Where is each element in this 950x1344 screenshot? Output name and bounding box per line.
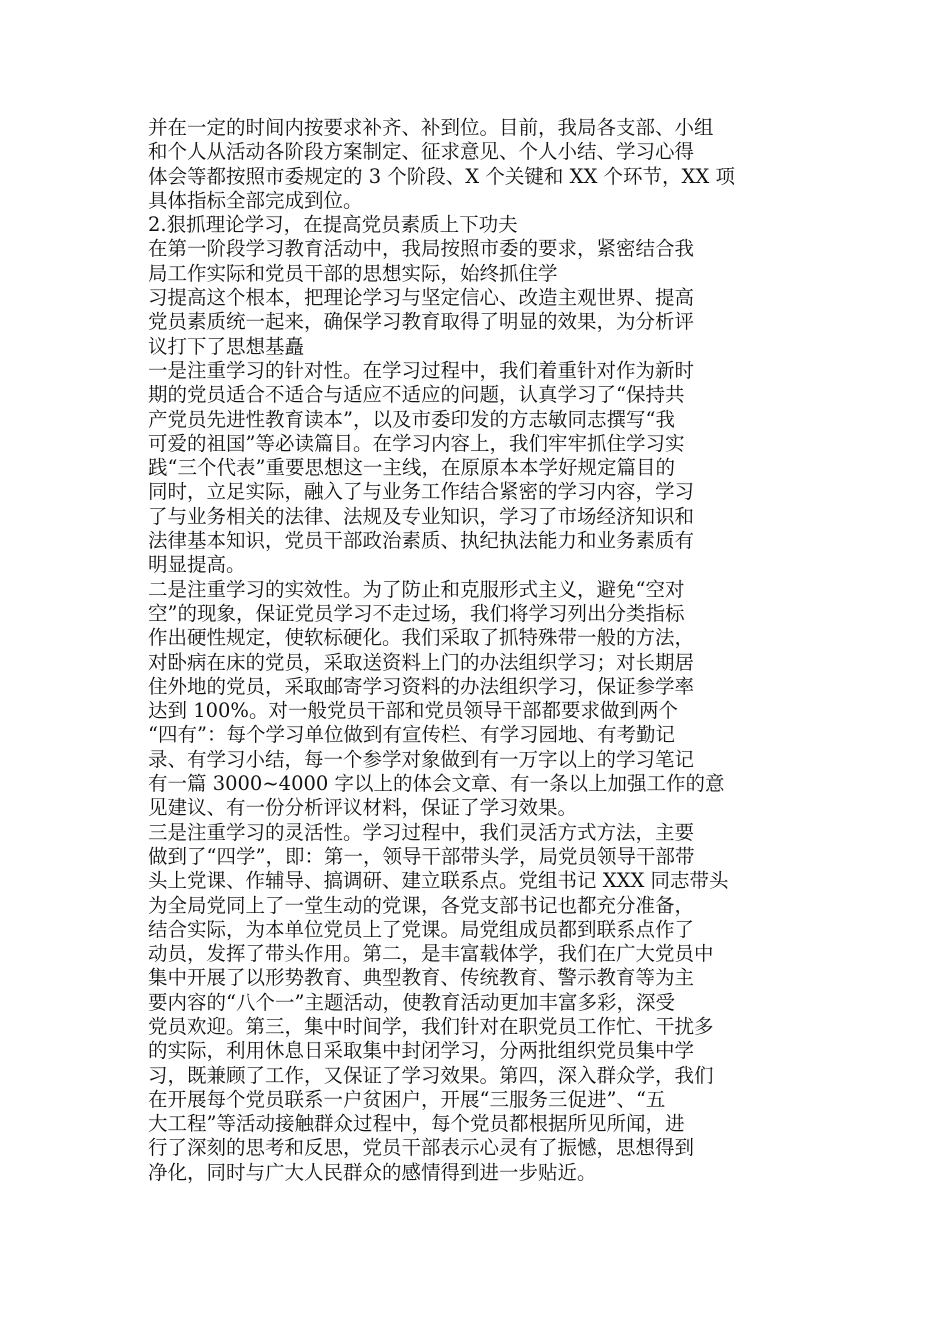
text-line: 可爱的祖国”等必读篇目。在学习内容上，我们牢牢抓住学习实: [148, 431, 685, 455]
text-line: 了与业务相关的法律、法规及专业知识，学习了市场经济知识和: [148, 504, 695, 528]
text-line: 法律基本知识，党员干部政治素质、执纪执法能力和业务素质有: [148, 529, 695, 553]
text-line: 习提高这个根本，把理论学习与坚定信心、改造主观世界、提高: [148, 286, 695, 310]
text-line: 体会等都按照市委规定的 3 个阶段、X 个关键和 XX 个环节，XX 项: [148, 164, 736, 188]
text-line: 达到 100%。对一般党员干部和党员领导干部都要求做到两个: [148, 699, 678, 723]
text-line: 期的党员适合不适合与适应不适应的问题，认真学习了“保持共: [148, 383, 685, 407]
text-line: 对卧病在床的党员，采取送资料上门的办法组织学习；对长期居: [148, 650, 695, 674]
text-line: 作出硬性规定，使软标硬化。我们采取了抓特殊带一般的方法，: [148, 626, 695, 650]
text-line: 习，既兼顾了工作，又保证了学习效果。第四，深入群众学，我们: [148, 1063, 714, 1087]
document-body: [148, 116, 810, 1185]
text-line: 见建议、有一份分析评议材料，保证了学习效果。: [148, 796, 578, 820]
text-line: 践“三个代表”重要思想这一主线，在原原本本学好规定篇目的: [148, 456, 675, 480]
text-line: 三是注重学习的灵活性。学习过程中，我们灵活方式方法，主要: [148, 820, 695, 844]
text-line: 具体指标全部完成到位。: [148, 188, 363, 212]
text-line: 集中开展了以形势教育、典型教育、传统教育、警示教育等为主: [148, 966, 695, 990]
text-line: 2.狠抓理论学习，在提高党员素质上下功夫: [148, 213, 518, 237]
text-line: 和个人从活动各阶段方案制定、征求意见、个人小结、学习心得: [148, 140, 695, 164]
text-line: 在开展每个党员联系一户贫困户，开展“三服务三促进”、“五: [148, 1087, 666, 1111]
text-line: 产党员先进性教育读本”，以及市委印发的方志敏同志撰写“我: [148, 407, 675, 431]
text-line: 大工程”等活动接触群众过程中，每个党员都根据所见所闻，进: [148, 1112, 685, 1136]
text-line: 议打下了思想基矗: [148, 334, 305, 358]
text-line: 并在一定的时间内按要求补齐、补到位。目前，我局各支部、小组: [148, 116, 714, 139]
text-line: 动员，发挥了带头作用。第二，是丰富载体学，我们在广大党员中: [148, 942, 714, 966]
text-line: 同时，立足实际，融入了与业务工作结合紧密的学习内容，学习: [148, 480, 695, 504]
text-line: 行了深刻的思考和反思，党员干部表示心灵有了振憾，思想得到: [148, 1136, 695, 1160]
text-line: 党员素质统一起来，确保学习教育取得了明显的效果，为分析评: [148, 310, 695, 334]
text-line: 净化，同时与广大人民群众的感情得到进一步贴近。: [148, 1160, 597, 1184]
text-line: 做到了“四学”，即：第一，领导干部带头学，局党员领导干部带: [148, 844, 695, 868]
text-line: 空”的现象，保证党员学习不走过场，我们将学习列出分类指标: [148, 601, 685, 625]
text-line: 录、有学习小结，每一个参学对象做到有一万字以上的学习笔记: [148, 747, 695, 771]
text-line: 二是注重学习的实效性。为了防止和克服形式主义，避免“空对: [148, 577, 685, 601]
text-line: 有一篇 3000~4000 字以上的体会文章、有一条以上加强工作的意: [148, 772, 725, 796]
text-line: 明显提高。: [148, 553, 246, 577]
text-line: 为全局党同上了一堂生动的党课，各党支部书记也都充分准备，: [148, 893, 695, 917]
text-line: 一是注重学习的针对性。在学习过程中，我们着重针对作为新时: [148, 358, 695, 382]
text-line: 结合实际，为本单位党员上了党课。局党组成员都到联系点作了: [148, 917, 695, 941]
text-line: 的实际，利用休息日采取集中封闭学习，分两批组织党员集中学: [148, 1039, 695, 1063]
text-line: 住外地的党员，采取邮寄学习资料的办法组织学习，保证参学率: [148, 674, 695, 698]
text-line: 党员欢迎。第三，集中时间学，我们针对在职党员工作忙、干扰多: [148, 1014, 714, 1038]
text-line: 局工作实际和党员干部的思想实际，始终抓住学: [148, 261, 558, 285]
text-line: “四有”：每个学习单位做到有宣传栏、有学习园地、有考勤记: [148, 723, 675, 747]
text-line: 在第一阶段学习教育活动中，我局按照市委的要求，紧密结合我: [148, 237, 695, 261]
text-line: 头上党课、作辅导、搞调研、建立联系点。党组书记 XXX 同志带头: [148, 869, 729, 893]
text-line: 要内容的“八个一”主题活动，使教育活动更加丰富多彩，深受: [148, 990, 675, 1014]
